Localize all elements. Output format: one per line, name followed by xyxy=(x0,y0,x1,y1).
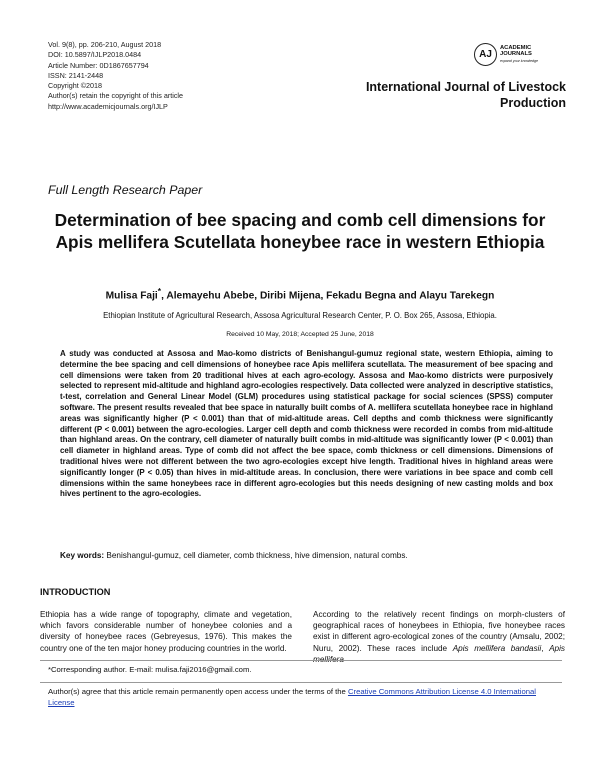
intro-left-column: Ethiopia has a wide range of topography, climate and vegetation, which favors considerable number of honeybee colonies and a diversity of honeybee races (Gebreyesus, 1976). This makes the country one of the ten major honey producing countries in the world. xyxy=(40,610,292,653)
keywords xyxy=(60,551,553,560)
journal-name-line1: International Journal of Livestock xyxy=(365,80,566,94)
copyright-note-line: Author(s) retain the copyright of this article xyxy=(48,91,184,101)
intro-right-column xyxy=(313,609,565,665)
paper-title: Determination of bee spacing and comb cell dimensions for Apis mellifera Scutellata honeybee race in western Ethiopia xyxy=(54,210,546,252)
paper-type: Full Length Research Paper xyxy=(48,183,203,197)
corresponding-mark: * xyxy=(157,286,162,296)
keywords-label: Key words: xyxy=(60,551,105,560)
first-author: Mulisa Faji xyxy=(105,290,158,302)
copyright-line: Copyright ©2018 xyxy=(48,81,103,91)
issn-line: ISSN: 2141-2448 xyxy=(48,70,104,80)
article-number-line: Article Number: 0D1867657794 xyxy=(48,60,149,70)
footnote-divider xyxy=(40,660,562,661)
journal-url-line: http://www.academicjournals.org/IJLP xyxy=(48,101,168,111)
abstract: A study was conducted at Assosa and Mao-komo districts of Benishangul-gumuz regional state, western Ethiopia, aiming to determine the bee spacing and cell dimensions of honeybee race Apis mellifera scutellata. The measurement of bee spacing and cell dimensions were taken from 20 traditional hives at each agro-ecology. Assosa and Mao-komo districts were purposively selected to represent mid-altitude and highland agro-ecologies respectively. Data collected were analyzed in descriptive statistics, t-test, correlation and General Linear Model (GLM) procedures using statistical package for social sciences (SPSS) computer software. The present results revealed that bee space in naturally built combs of A. mellifera scutellata honeybee race in highland areas was significantly higher (P < 0.001) than that of mid-altitude areas. Cell depths and comb thickness were significantly different (P < 0.001) between the agro-ecologies. Larger cell depth and comb thickness were recorded in combs from mid-altitude than highland areas. On the contrary, cell diameter of naturally built combs in mid-altitude was significantly lower (P < 0.001) than cell diameter in highland areas. Type of comb did not affect the bee space, comb thickness or cell dimensions. Dimensions of traditional hives were not different between the two agro-ecologies except hive length. Traditional hives in highland areas were significantly longer (P < 0.05) than hives in mid-altitude areas. In conclusion, there were variations in bee space and comb cell dimensions within the same honeybees race in different agro-ecologies but this needs designing of new casting molds and box hives pertinent to the agro-ecologies. xyxy=(60,349,553,499)
author-list xyxy=(30,286,570,301)
logo-line1: ACADEMIC xyxy=(500,44,532,51)
logo-line2: JOURNALS xyxy=(500,51,532,58)
received-dates: Received 10 May, 2018; Accepted 25 June, 2018 xyxy=(226,331,374,338)
license-divider xyxy=(40,682,562,683)
license-note xyxy=(48,687,558,708)
section-heading-introduction: INTRODUCTION xyxy=(40,587,111,597)
species-name-2: Apis mellifera xyxy=(313,643,565,664)
corresponding-author-note: *Corresponding author. E-mail: mulisa.faji2016@gmail.com. xyxy=(48,665,252,674)
logo-tagline: expand your knowledge xyxy=(500,58,538,63)
publisher-logo xyxy=(474,43,538,66)
logo-wordmark xyxy=(500,45,538,65)
journal-name xyxy=(326,80,566,111)
doi-line: DOI: 10.5897/IJLP2018.0484 xyxy=(48,50,142,60)
license-link[interactable]: Creative Commons Attribution License 4.0 International License xyxy=(48,687,536,707)
intro-right-text: According to the relatively recent findings on morph-clusters of geographical races of honeybees in Ethiopia, five honeybee races exist in different agro-ecological zones of the country (Amsalu, 2002; Nuru, 2002). These races include xyxy=(313,610,565,653)
keywords-text: Benishangul-gumuz, cell diameter, comb thickness, hive dimension, natural combs. xyxy=(106,551,408,560)
intro-right-separator: , xyxy=(541,643,550,653)
logo-mark-icon: AJ xyxy=(474,43,497,66)
species-name-1: Apis mellifera bandasii xyxy=(452,643,542,653)
volume-line: Vol. 9(8), pp. 206-210, August 2018 xyxy=(48,40,162,49)
article-metadata xyxy=(48,40,183,112)
license-text: Author(s) agree that this article remain permanently open access under the terms of the xyxy=(48,687,348,696)
other-authors: , Alemayehu Abebe, Diribi Mijena, Fekadu Begna and Alayu Tarekegn xyxy=(161,290,495,302)
journal-name-line2: Production xyxy=(500,95,566,110)
affiliation: Ethiopian Institute of Agricultural Research, Assosa Agricultural Research Center, P. O. Box 265, Assosa, Ethiopia. xyxy=(103,311,497,320)
